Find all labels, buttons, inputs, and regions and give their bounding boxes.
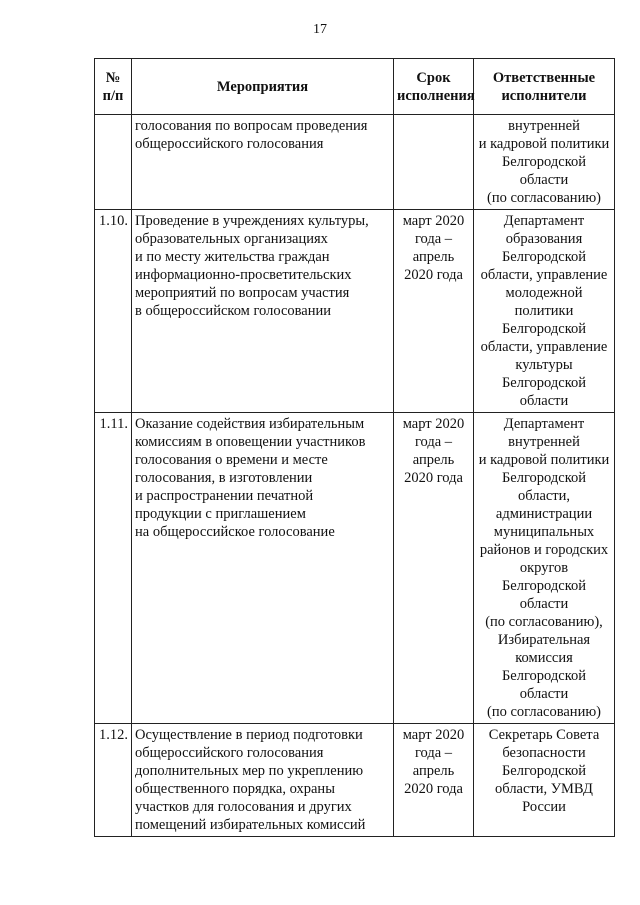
responsible-line: области, УМВД	[495, 781, 593, 797]
activity-line: в общероссийском голосовании	[135, 303, 332, 319]
responsible-line: Секретарь Совета	[488, 727, 600, 743]
activity-line: дополнительных мер по укреплению	[135, 763, 364, 779]
activity-line: общественного порядка, охраны	[135, 781, 335, 797]
responsible-line: округов	[519, 560, 569, 576]
responsible-line: области	[519, 686, 569, 702]
term-cell	[394, 210, 474, 413]
table-row	[95, 413, 615, 724]
activity-cell	[132, 115, 394, 210]
responsible-line: культуры	[515, 357, 573, 373]
activity-line: образовательных организациях	[135, 231, 328, 247]
responsible-line: (по согласованию)	[487, 704, 601, 720]
responsible-line: области, управление	[480, 339, 608, 355]
page-number: 17	[313, 22, 327, 37]
header-responsible: Ответственные исполнители	[474, 59, 615, 115]
activity-line: общероссийского голосования	[135, 745, 324, 761]
responsible-line: администрации	[495, 506, 593, 522]
activity-line: Оказание содействия избирательным	[135, 416, 365, 432]
responsible-line: Департамент	[503, 213, 585, 229]
responsible-line: Департамент	[503, 416, 585, 432]
row-number: 1.11.	[95, 413, 132, 724]
responsible-line: политики	[514, 303, 574, 319]
responsible-cell	[474, 210, 615, 413]
activity-line: мероприятий по вопросам участия	[135, 285, 350, 301]
activity-cell	[132, 724, 394, 837]
responsible-line: внутренней	[508, 434, 580, 450]
header-term: Срок исполнения	[394, 59, 474, 115]
term-line: 2020 года	[404, 781, 463, 797]
responsible-line: муниципальных	[493, 524, 595, 540]
activity-line: общероссийского голосования	[135, 136, 324, 152]
responsible-line: Белгородской	[501, 154, 587, 170]
responsible-line: области	[519, 596, 569, 612]
responsible-line: (по согласованию),	[485, 614, 603, 630]
table-header-row	[95, 59, 615, 115]
term-line: март 2020	[402, 416, 465, 432]
responsible-line: Белгородской	[501, 470, 587, 486]
activity-line: голосования о времени и месте	[135, 452, 328, 468]
activity-line: и распространении печатной	[135, 488, 314, 504]
responsible-cell	[474, 115, 615, 210]
responsible-cell	[474, 724, 615, 837]
activity-line: участков для голосования и других	[135, 799, 352, 815]
term-line: года –	[414, 745, 453, 761]
activity-line: и по месту жительства граждан	[135, 249, 330, 265]
activity-line: голосования по вопросам проведения	[135, 118, 368, 134]
responsible-line: Белгородской	[501, 578, 587, 594]
row-number: 1.12.	[95, 724, 132, 837]
responsible-line: России	[522, 799, 566, 815]
activity-cell	[132, 210, 394, 413]
term-cell	[394, 413, 474, 724]
responsible-line: комиссия	[515, 650, 573, 666]
term-cell	[394, 115, 474, 210]
term-line: 2020 года	[404, 267, 463, 283]
responsible-line: области	[519, 172, 569, 188]
responsible-line: и кадровой политики	[478, 452, 610, 468]
responsible-line: области,	[517, 488, 571, 504]
term-line: март 2020	[402, 727, 465, 743]
responsible-line: Избирательная	[497, 632, 591, 648]
activity-line: голосования, в изготовлении	[135, 470, 313, 486]
row-number	[95, 115, 132, 210]
responsible-line: области, управление	[480, 267, 608, 283]
term-line: март 2020	[402, 213, 465, 229]
responsible-line: Белгородской	[501, 375, 587, 391]
activity-line: помещений избирательных комиссий	[135, 817, 366, 833]
term-line: 2020 года	[404, 470, 463, 486]
activity-line: продукции с приглашением	[135, 506, 306, 522]
responsible-line: и кадровой политики	[478, 136, 610, 152]
term-line: апрель	[412, 249, 455, 265]
table-row	[95, 210, 615, 413]
responsible-line: Белгородской	[501, 321, 587, 337]
table-row	[95, 724, 615, 837]
responsible-line: молодежной	[505, 285, 583, 301]
responsible-line: Белгородской	[501, 668, 587, 684]
activity-line: на общероссийское голосование	[135, 524, 335, 540]
responsible-line: районов и городских	[479, 542, 609, 558]
responsible-line: Белгородской	[501, 249, 587, 265]
responsible-line: внутренней	[508, 118, 580, 134]
responsible-line: (по согласованию)	[487, 190, 601, 206]
header-activities: Мероприятия	[132, 59, 394, 115]
responsible-line: области	[519, 393, 569, 409]
responsible-line: безопасности	[502, 745, 586, 761]
activity-line: Осуществление в период подготовки	[135, 727, 363, 743]
term-line: апрель	[412, 763, 455, 779]
activities-table	[94, 58, 615, 837]
responsible-line: образования	[505, 231, 583, 247]
activity-cell	[132, 413, 394, 724]
term-line: года –	[414, 434, 453, 450]
table-row	[95, 115, 615, 210]
term-line: года –	[414, 231, 453, 247]
term-cell	[394, 724, 474, 837]
activity-line: комиссиям в оповещении участников	[135, 434, 366, 450]
responsible-cell	[474, 413, 615, 724]
term-line: апрель	[412, 452, 455, 468]
activity-line: информационно-просветительских	[135, 267, 352, 283]
responsible-line: Белгородской	[501, 763, 587, 779]
header-num: № п/п	[95, 59, 132, 115]
row-number: 1.10.	[95, 210, 132, 413]
activity-line: Проведение в учреждениях культуры,	[135, 213, 369, 229]
